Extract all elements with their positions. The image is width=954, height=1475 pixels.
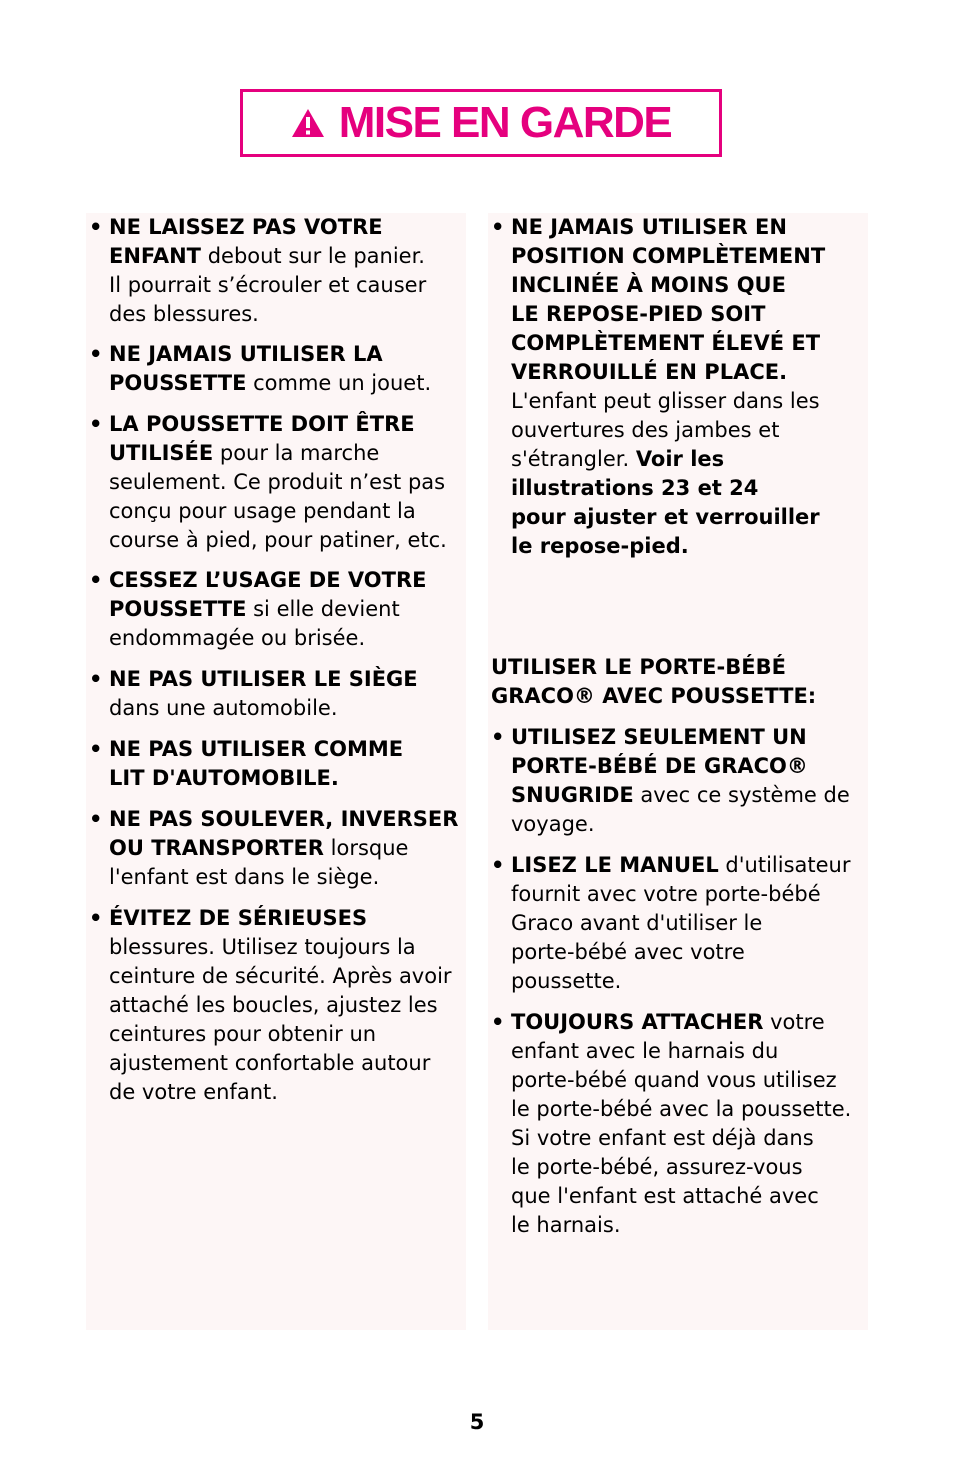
- item-bold-end: Voir les illustrations 23 et 24 pour ajuster et verrouiller le repose-pied.: [511, 447, 820, 558]
- bullet: •: [491, 1010, 505, 1034]
- item-bold: NE PAS UTILISER LE SIÈGE: [109, 667, 418, 691]
- list-item: [89, 665, 418, 723]
- list-item: [89, 735, 403, 793]
- bullet: •: [89, 807, 103, 831]
- bullet: •: [491, 215, 505, 239]
- warning-banner: [240, 89, 722, 157]
- item-text: comme un jouet.: [246, 371, 432, 395]
- list-item: [89, 904, 452, 1107]
- item-bold: NE PAS SOULEVER, INVERSER OU TRANSPORTER: [109, 807, 459, 860]
- bullet: •: [491, 725, 505, 749]
- item-text: pour la marche seulement. Ce produit n’est pas conçu pour usage pendant la course à pied, pour patiner, etc.: [109, 441, 447, 552]
- item-bold: NE PAS UTILISER COMME LIT D'AUTOMOBILE.: [109, 737, 404, 790]
- list-item: [491, 851, 850, 996]
- left-column: [86, 213, 466, 1330]
- item-bold: LA POUSSETTE DOIT ÊTRE UTILISÉE: [109, 412, 415, 465]
- bullet: •: [89, 412, 103, 436]
- list-item: [89, 805, 458, 892]
- section-title: UTILISER LE PORTE-BÉBÉ GRACO® AVEC POUSSETTE:: [491, 655, 817, 708]
- item-text: si elle devient endommagée ou brisée.: [109, 597, 400, 650]
- bullet: •: [89, 737, 103, 761]
- list-item: [491, 723, 850, 839]
- bullet: •: [491, 853, 505, 877]
- item-bold: TOUJOURS ATTACHER: [511, 1010, 764, 1034]
- item-bold: NE JAMAIS UTILISER EN POSITION COMPLÈTEMENT INCLINÉE À MOINS QUE LE REPOSE-PIED SOIT COMPLÈTEMENT ÉLEVÉ ET VERROUILLÉ EN PLACE.: [511, 215, 826, 384]
- item-text: avec ce système de voyage.: [511, 783, 850, 836]
- item-bold: NE LAISSEZ PAS VOTRE ENFANT: [109, 215, 383, 268]
- warning-triangle-icon: [291, 108, 325, 138]
- list-item: [89, 566, 426, 653]
- bullet: •: [89, 342, 103, 366]
- page-title: MISE EN GARDE: [338, 98, 672, 147]
- item-text: blessures. Utilisez toujours la ceinture de sécurité. Après avoir attaché les boucles, ajustez les ceintures pour obtenir un ajustement confortable autour de votre enfant.: [109, 935, 452, 1104]
- item-bold: CESSEZ L’USAGE DE VOTRE POUSSETTE: [109, 568, 427, 621]
- item-text: votre enfant avec le harnais du porte-bébé quand vous utilisez le porte-bébé avec la poussette. Si votre enfant est déjà dans le porte-bébé, assurez-vous que l'enfant est attaché avec le harnais.: [511, 1010, 852, 1237]
- item-text: d'utilisateur fournit avec votre porte-bébé Graco avant d'utiliser le porte-bébé avec votre poussette.: [511, 853, 851, 993]
- item-bold: UTILISEZ SEULEMENT UN PORTE-BÉBÉ DE GRACO® SNUGRIDE: [511, 725, 808, 807]
- list-item: [491, 1008, 851, 1240]
- item-text: debout sur le panier. Il pourrait s’écrouler et causer des blessures.: [109, 244, 427, 326]
- item-bold: ÉVITEZ DE SÉRIEUSES: [109, 906, 368, 930]
- item-text: lorsque l'enfant est dans le siège.: [109, 836, 409, 889]
- list-item: [491, 213, 825, 561]
- item-bold: NE JAMAIS UTILISER LA POUSSETTE: [109, 342, 383, 395]
- item-text: L'enfant peut glisser dans les ouvertures des jambes et s'étrangler.: [511, 389, 820, 471]
- bullet: •: [89, 906, 103, 930]
- item-text: dans une automobile.: [109, 696, 338, 720]
- bullet: •: [89, 667, 103, 691]
- list-item: [89, 410, 447, 555]
- list-item: [89, 213, 426, 329]
- page-number: 5: [469, 1410, 485, 1434]
- bullet: •: [89, 215, 103, 239]
- list-item: [89, 340, 431, 398]
- right-column: [488, 213, 868, 1330]
- bullet: •: [89, 568, 103, 592]
- item-bold: LISEZ LE MANUEL: [511, 853, 719, 877]
